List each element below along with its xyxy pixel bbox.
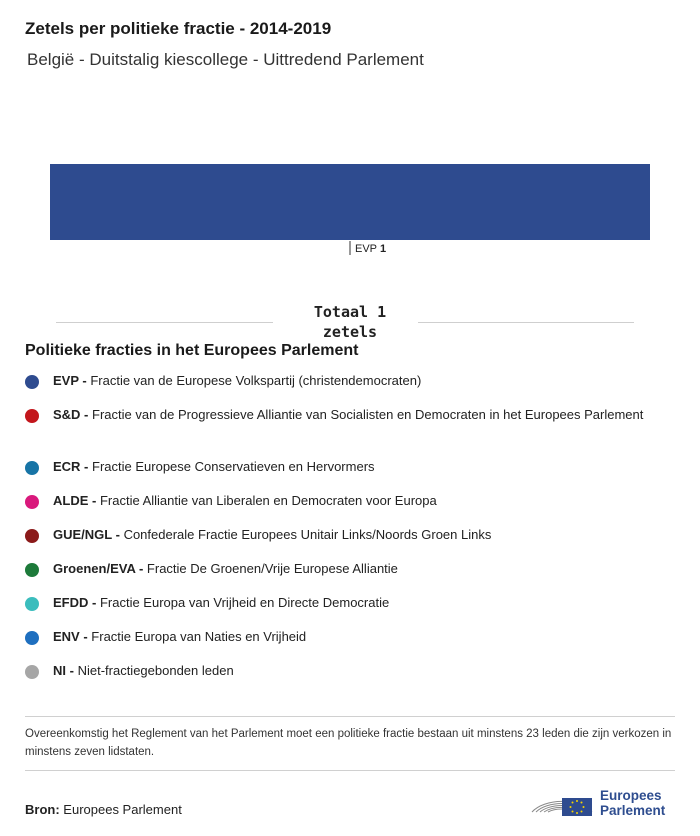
- footnote: Overeenkomstig het Reglement van het Parlement moet een politieke fractie bestaan uit minstens 23 leden die zijn verkozen in minstens zeven lidstaten.: [25, 728, 672, 758]
- legend-abbr: EFDD -: [53, 595, 97, 610]
- legend-abbr: ECR -: [53, 459, 89, 474]
- total-seats-count: Totaal 1: [313, 303, 387, 321]
- seat-bar-chart: [0, 150, 700, 260]
- legend-description: Fractie Alliantie van Liberalen en Democraten voor Europa: [99, 493, 437, 508]
- legend-swatch: [25, 563, 39, 577]
- legend-label: [53, 662, 653, 680]
- legend-description: Fractie De Groenen/Vrije Europese Alliantie: [146, 561, 398, 576]
- legend-description: Fractie van de Europese Volkspartij (christendemocraten): [90, 373, 422, 388]
- legend-title: Politieke fracties in het Europees Parlement: [25, 342, 359, 359]
- legend-abbr: NI -: [53, 663, 74, 678]
- source-label: Bron:: [25, 802, 60, 817]
- source-value: Europees Parlement: [63, 802, 182, 817]
- logo-text-line1: Europees: [600, 788, 662, 803]
- legend-abbr: GUE/NGL -: [53, 527, 120, 542]
- legend-abbr: ENV -: [53, 629, 88, 644]
- legend-description: Niet-fractiegebonden leden: [77, 663, 234, 678]
- chart-title: Zetels per politieke fractie - 2014-2019: [25, 19, 332, 38]
- total-seats: [300, 302, 400, 342]
- legend-abbr: ALDE -: [53, 493, 97, 508]
- legend-label: [53, 492, 653, 510]
- legend-description: Fractie van de Progressieve Alliantie van Socialisten en Democraten in het Europees Parlement: [92, 407, 644, 422]
- legend-swatch: [25, 665, 39, 679]
- divider-bottom: [25, 770, 675, 771]
- logo-text-line2: Parlement: [600, 803, 666, 818]
- total-divider-right: [418, 322, 634, 323]
- legend-label: [53, 406, 653, 424]
- data-label: [355, 243, 386, 255]
- total-seats-unit: zetels: [322, 323, 378, 341]
- data-label-value: 1: [380, 243, 387, 255]
- legend-swatch: [25, 409, 39, 423]
- legend-swatch: [25, 597, 39, 611]
- bar-segment-evp: [50, 164, 650, 240]
- legend-description: Fractie Europa van Naties en Vrijheid: [91, 629, 307, 644]
- legend-swatch: [25, 461, 39, 475]
- legend-label: [53, 458, 653, 476]
- legend-description: Confederale Fractie Europees Unitair Links/Noords Groen Links: [123, 527, 492, 542]
- data-label-category: EVP: [355, 243, 378, 255]
- chart-subtitle: België - Duitstalig kiescollege - Uittredend Parlement: [27, 50, 424, 69]
- legend-label: [53, 594, 653, 612]
- legend-abbr: EVP -: [53, 373, 87, 388]
- legend-description: Fractie Europese Conservatieven en Hervormers: [92, 459, 375, 474]
- legend-swatch: [25, 529, 39, 543]
- legend-swatch: [25, 495, 39, 509]
- legend-label: [53, 560, 653, 578]
- legend-label: [53, 628, 653, 646]
- legend-description: Fractie Europa van Vrijheid en Directe Democratie: [99, 595, 390, 610]
- logo-text: [600, 788, 665, 818]
- source: [25, 802, 182, 817]
- legend-label: [53, 526, 653, 544]
- legend-swatch: [25, 631, 39, 645]
- legend-swatch: [25, 375, 39, 389]
- divider-top: [25, 716, 675, 717]
- legend-label: [53, 372, 653, 390]
- total-divider-left: [56, 322, 273, 323]
- legend-abbr: S&D -: [53, 407, 89, 422]
- legend-abbr: Groenen/EVA -: [53, 561, 144, 576]
